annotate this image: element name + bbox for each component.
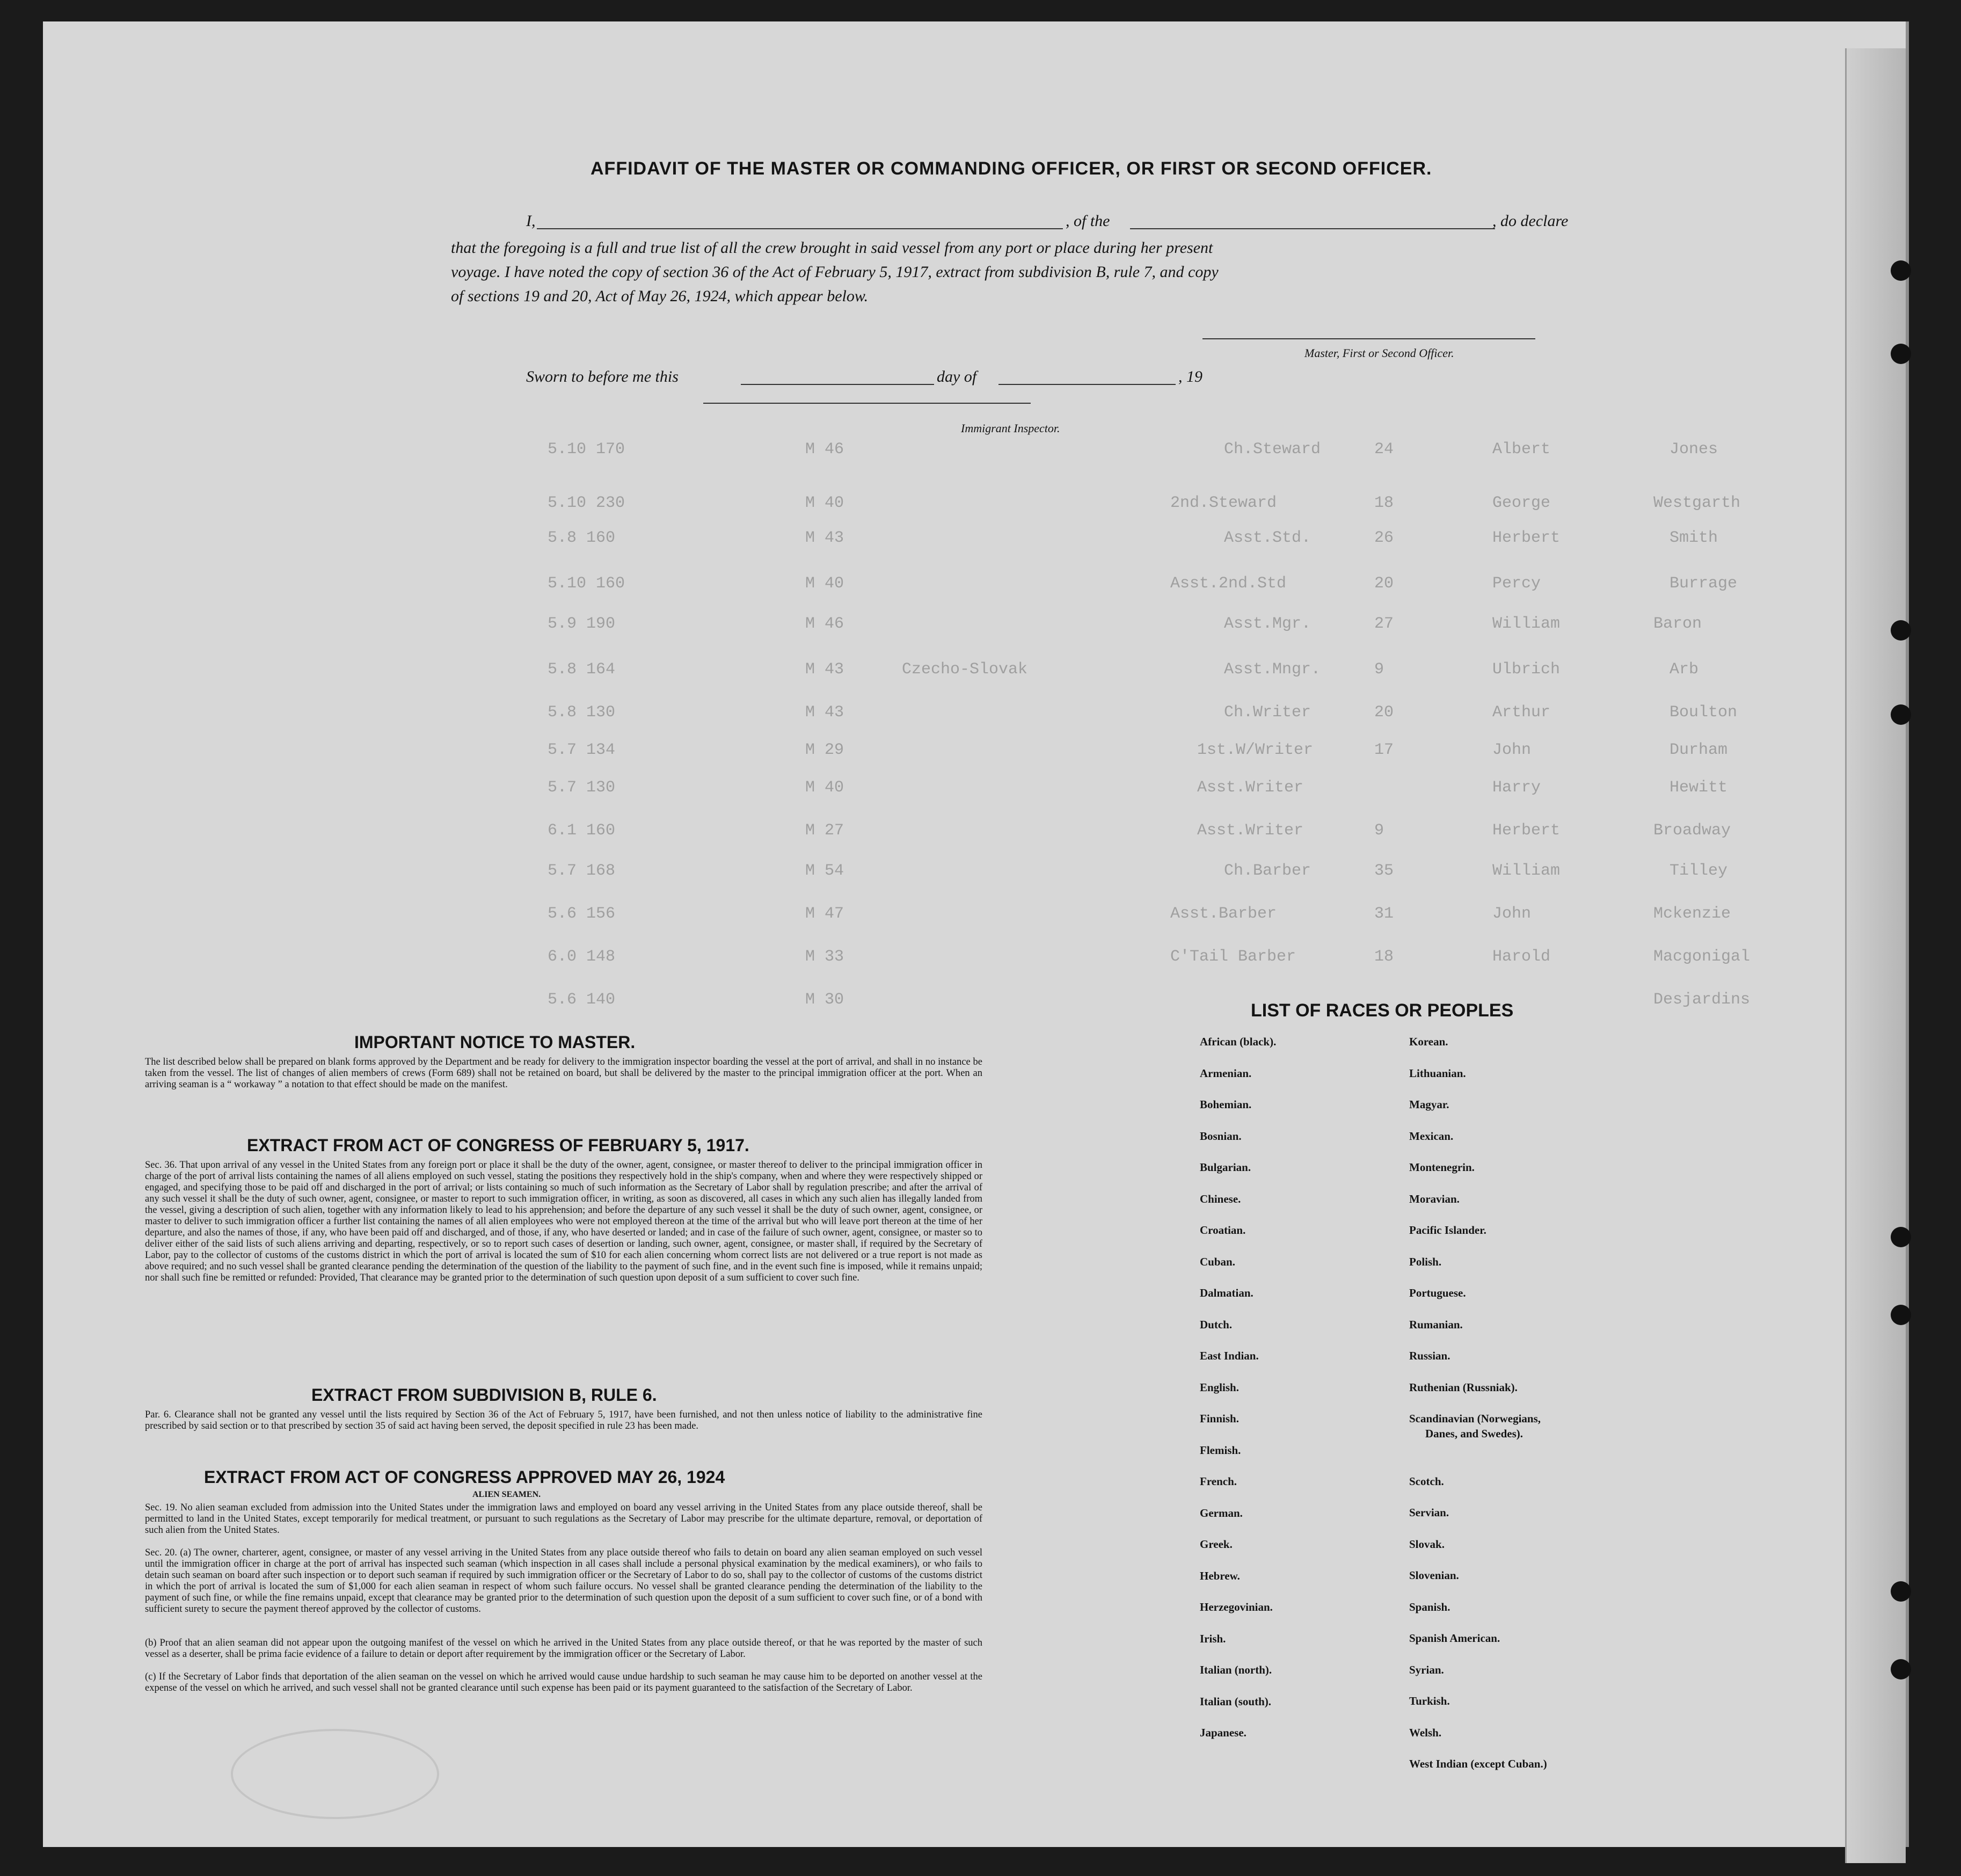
of-the-label: , of the (1066, 212, 1110, 230)
race-item: Syrian. (1409, 1663, 1444, 1676)
punch-hole (1891, 1227, 1911, 1247)
race-item: Italian (north). (1200, 1663, 1272, 1676)
declarant-label: I, (526, 212, 536, 230)
race-item: Pacific Islander. (1409, 1224, 1486, 1237)
extract-1924-sec20b: (b) Proof that an alien seaman did not appear upon the outgoing manifest of the vessel on which he arrived in the United States from any place outside thereof, or that he was reported by the master of such vessel as a deserter, shall be prima facie evidence of a failure to detain or deport after requirement by the immigration officer or the Secretary of Labor. (145, 1638, 982, 1660)
race-item: Bohemian. (1200, 1098, 1252, 1111)
extract-1924-sec19: Sec. 19. No alien seaman excluded from admission into the United States under the immigration laws and employed on board any vessel arriving in the United States from any place outside thereof, shall be permitted to land in the United States, except temporarily for medical treatment, or pursuant to such regulations as the Secretary of Labor may prescribe for the ultimate departure, removal, or deportation of such alien from the United States. (145, 1502, 982, 1536)
race-item: Greek. (1200, 1538, 1233, 1551)
day-of-label: day of (937, 368, 977, 386)
race-item: Italian (south). (1200, 1695, 1272, 1708)
extract-1917-text: Sec. 36. That upon arrival of any vessel in the United States from any foreign port or place it shall be the duty of the owner, agent, consignee, or master thereof to deliver to the principal immigration officer in charge of the port of arrival lists containing the names of all aliens employed on such vessel, stating the positions they respectively hold in the ship's company, when and where they were respectively shipped or engaged, and specifying those to be paid off and discharged in the port of arrival; or lists containing so much of such information as the Secretary of Labor shall by regulation prescribe; and after the arrival of any such vessel it shall be the duty of such owner, agent, consignee, or master to report to such immigration officer, in writing, as soon as discovered, all cases in which any such alien has illegally landed from the vessel, giving a description of such alien, together with any information likely to lead to his apprehension; and before the departure of any such vessel it shall be the duty of such owner, agent, consignee, or master to deliver to such immigration officer a further list containing the names of all alien employees who were not employed thereon at the time of the arrival but who will leave port thereon at the time of her departure, and also the names of those, if any, who have been paid off and discharged, and of those, if any, who have deserted or landed; and in case of the failure of such owner, agent, consignee, or master so to deliver either of the said lists of such aliens arriving and departing, respectively, or so to report such cases of desertion or landing, such owner, agent, consignee, or master shall, if required by the Secretary of Labor, pay to the collector of customs of the customs district in which the port of arrival is located the sum of $10 for each alien concerning whom correct lists are not delivered or a true report is not made as above required; and no such vessel shall be granted clearance pending the determination of the question of the liability to the payment of such fine, and in the event such fine is imposed, while it remains unpaid; nor shall such fine be remitted or refunded: Provided, That clearance may be granted prior to the determination of such question upon deposit of a sum sufficient to cover such fine. (145, 1160, 982, 1283)
race-item: Bulgarian. (1200, 1161, 1251, 1174)
race-item: West Indian (except Cuban.) (1409, 1757, 1547, 1770)
inspector-label: Immigrant Inspector. (961, 421, 1060, 435)
race-item: African (black). (1200, 1035, 1277, 1048)
race-item: French. (1200, 1475, 1237, 1488)
inspector-signature-field[interactable] (703, 403, 1031, 404)
notice-text: The list described below shall be prepared on blank forms approved by the Department and be ready for delivery to the immigration inspector boarding the vessel at the port of arrival, and shall in no instance be taken from the vessel. The list of changes of alien members of crews (Form 689) shall not be retained on board, but shall be delivered by the master to the principal immigration officer at the port. When an arriving seaman is a “ workaway ” a notation to that effect should be made on the manifest. (145, 1057, 982, 1090)
master-signature-field[interactable] (1202, 338, 1535, 339)
bleed-through-row: 5.9 190 M 46 Asst.Mgr. 27 William Baron (548, 615, 1702, 633)
extract-1924-sec20a: Sec. 20. (a) The owner, charterer, agent, consignee, or master of any vessel arriving in the United States from any place outside thereof who fails to detain on board any alien seaman employed on such vessel until the immigration officer in charge at the port of arrival has inspected such seaman (which inspection in all cases shall include a personal physical examination by the medical examiners), or who fails to detain such seaman on board after such inspection or to deport such seaman if required by such immigration officer or the Secretary of Labor to do so, shall pay to the collector of customs of the customs district in which the port of arrival is located the sum of $1,000 for each alien seaman in respect of whom such failure occurs. No vessel shall be granted clearance pending the determination of the liability to the payment of such fine, or while the fine remains unpaid, except that clearance may be granted prior to the determination of such question upon the deposit of a sum sufficient to cover such fine, or of a bond with sufficient surety to secure the payment thereof approved by the collector of customs. (145, 1547, 982, 1615)
race-item: Dalmatian. (1200, 1286, 1253, 1299)
sworn-month-field[interactable] (998, 384, 1176, 385)
race-item: Lithuanian. (1409, 1066, 1466, 1080)
bleed-through-row: 6.1 160 M 27 Asst.Writer 9 Herbert Broadway (548, 821, 1731, 840)
race-item: Montenegrin. (1409, 1161, 1475, 1174)
bleed-through-row: 5.6 156 M 47 Asst.Barber 31 John Mckenzie (548, 905, 1731, 923)
race-item: Hebrew. (1200, 1569, 1240, 1582)
race-item: Polish. (1409, 1255, 1442, 1268)
race-item: Croatian. (1200, 1224, 1246, 1237)
race-item: Scotch. (1409, 1474, 1444, 1488)
race-item: Irish. (1200, 1632, 1226, 1645)
affidavit-title: AFFIDAVIT OF THE MASTER OR COMMANDING OFFICER, OR FIRST OR SECOND OFFICER. (591, 158, 1432, 179)
bleed-through-row: 5.7 134 M 29 1st.W/Writer 17 John Durham (548, 741, 1728, 759)
race-item: Flemish. (1200, 1443, 1241, 1457)
punch-hole (1891, 344, 1911, 364)
race-item: Spanish American. (1409, 1632, 1500, 1645)
punch-hole (1891, 620, 1911, 641)
race-item: Scandinavian (Norwegians, (1409, 1412, 1541, 1425)
race-item: Bosnian. (1200, 1129, 1242, 1143)
punch-hole (1891, 1581, 1911, 1602)
statement-line-3: of sections 19 and 20, Act of May 26, 1924, which appear below. (451, 287, 869, 305)
bleed-through-row: 5.7 168 M 54 Ch.Barber 35 William Tilley (548, 862, 1728, 880)
bleed-through-row: 5.8 130 M 43 Ch.Writer 20 Arthur Boulton (548, 703, 1738, 722)
faded-stamp (231, 1729, 439, 1819)
alien-seamen-subtitle: ALIEN SEAMEN. (472, 1490, 541, 1499)
punch-hole (1891, 1305, 1911, 1325)
extract-1924-title: EXTRACT FROM ACT OF CONGRESS APPROVED MAY 26, 1924 (204, 1467, 725, 1487)
notice-title: IMPORTANT NOTICE TO MASTER. (354, 1032, 636, 1052)
extract-1924-sec20c: (c) If the Secretary of Labor finds that deportation of the alien seaman on the vessel on which he arrived would cause undue hardship to such seaman he may cause him to be deported on another vessel at the expense of the vessel on which he arrived, and such vessel shall not be granted clearance until such expense has been paid or its payment guaranteed to the satisfaction of the Secretary of Labor. (145, 1671, 982, 1693)
race-item: Moravian. (1409, 1192, 1460, 1205)
sworn-label: Sworn to before me this (526, 368, 679, 386)
race-item: Korean. (1409, 1035, 1448, 1048)
race-item: Servian. (1409, 1506, 1449, 1519)
rule6-title: EXTRACT FROM SUBDIVISION B, RULE 6. (311, 1385, 657, 1405)
declarant-name-field[interactable] (537, 228, 1063, 229)
bleed-through-row: 5.7 130 M 40 Asst.Writer Harry Hewitt (548, 779, 1728, 797)
race-item: Russian. (1409, 1349, 1450, 1362)
master-label: Master, First or Second Officer. (1304, 346, 1454, 360)
punch-hole (1891, 1659, 1911, 1679)
race-item: Ruthenian (Russniak). (1409, 1380, 1518, 1394)
race-item: Chinese. (1200, 1192, 1241, 1205)
race-item: Dutch. (1200, 1318, 1233, 1331)
race-item: Magyar. (1409, 1098, 1449, 1111)
vessel-name-field[interactable] (1130, 228, 1495, 229)
extract-1917-title: EXTRACT FROM ACT OF CONGRESS OF FEBRUARY 5, 1917. (247, 1136, 749, 1155)
document-page (43, 21, 1909, 1847)
race-item: German. (1200, 1506, 1243, 1519)
bleed-through-row: 5.8 164 M 43 Czecho-Slovak Asst.Mngr. 9 Ulbrich Arb (548, 660, 1699, 679)
race-item: Finnish. (1200, 1412, 1239, 1425)
bleed-through-row: 5.10 170 M 46 Ch.Steward 24 Albert Jones (548, 440, 1718, 459)
statement-line-2: voyage. I have noted the copy of section 36 of the Act of February 5, 1917, extract from subdivision B, rule 7, and copy (451, 263, 1219, 281)
race-item: Cuban. (1200, 1255, 1235, 1268)
rule6-text: Par. 6. Clearance shall not be granted any vessel until the lists required by Section 36 of the Act of February 5, 1917, have been furnished, and not then unless notice of liability to the administrative fine prescribed by said section or to that prescribed by section 35 of said act having been served, the deposit specified in rule 23 has been made. (145, 1409, 982, 1431)
bleed-through-row: 5.6 140 M 30 Desjardins (548, 991, 1751, 1009)
race-item: Mexican. (1409, 1129, 1454, 1143)
bleed-through-row: 5.8 160 M 43 Asst.Std. 26 Herbert Smith (548, 529, 1718, 547)
statement-line-1: that the foregoing is a full and true list of all the crew brought in said vessel from any port or place during her present (451, 239, 1213, 257)
year-label: , 19 (1178, 368, 1202, 386)
races-title: LIST OF RACES OR PEOPLES (1251, 1000, 1514, 1021)
bleed-through-row: 5.10 230 M 40 2nd.Steward 18 George Westgarth (548, 494, 1741, 512)
race-item: Japanese. (1200, 1726, 1246, 1739)
bleed-through-row: 5.10 160 M 40 Asst.2nd.Std 20 Percy Burrage (548, 575, 1738, 593)
race-item: Slovak. (1409, 1537, 1445, 1551)
do-declare-label: , do declare (1492, 212, 1569, 230)
sworn-day-field[interactable] (741, 384, 934, 385)
race-item: Danes, and Swedes). (1425, 1427, 1523, 1440)
race-item: Slovenian. (1409, 1569, 1459, 1582)
race-item: Rumanian. (1409, 1318, 1463, 1331)
race-item: English. (1200, 1380, 1239, 1394)
race-item: Welsh. (1409, 1726, 1442, 1739)
race-item: Spanish. (1409, 1600, 1450, 1613)
race-item: Herzegovinian. (1200, 1601, 1273, 1613)
race-item: Portuguese. (1409, 1286, 1466, 1299)
punch-hole (1891, 260, 1911, 281)
punch-hole (1891, 704, 1911, 725)
bleed-through-row: 6.0 148 M 33 C'Tail Barber 18 Harold Macgonigal (548, 948, 1751, 966)
race-item: Turkish. (1409, 1695, 1450, 1707)
race-item: Armenian. (1200, 1066, 1252, 1080)
race-item: East Indian. (1200, 1349, 1259, 1362)
